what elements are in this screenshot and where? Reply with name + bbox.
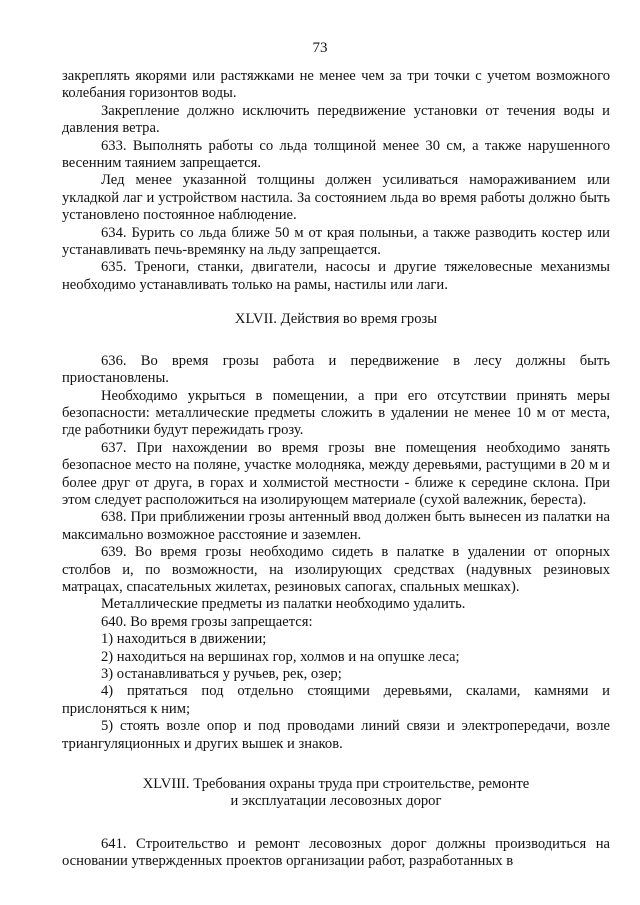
document-body xyxy=(62,68,610,871)
list-item: 4) прятаться под отдельно стоящими деревьями, скалами, камнями и прислоняться к ним; xyxy=(62,683,610,717)
section-heading-line: XLVIII. Требования охраны труда при строительстве, ремонте xyxy=(142,776,530,793)
paragraph-633: 633. Выполнять работы со льда толщиной менее 30 см, а также нарушенного весенним таянием запрещается. xyxy=(62,137,610,172)
paragraph-634: 634. Бурить со льда ближе 50 м от края полыньи, а также разводить костер или устанавливать печь-времянку на льду запрещается. xyxy=(62,224,610,259)
list-item: 3) останавливаться у ручьев, рек, озер; xyxy=(101,666,342,682)
section-heading-xlvii: XLVII. Действия во время грозы xyxy=(234,311,438,328)
paragraph: Закрепление должно исключить передвижение установки от течения воды и давления ветра. xyxy=(62,102,610,137)
paragraph-636: 636. Во время грозы работа и передвижение в лесу должны быть приостановлены. xyxy=(62,352,610,387)
list-item: 1) находиться в движении; xyxy=(101,631,267,648)
paragraph-637: 637. При нахождении во время грозы вне помещения необходимо занять безопасное место на поляне, участке молодняка, между деревьями, растущими в 20 м и более друг от друга, в горах и холмистой местности - ближе к середине склона. При этом следует расположиться на изолирующем материале (сухой валежник, береста). xyxy=(62,439,610,508)
paragraph-639: 639. Во время грозы необходимо сидеть в палатке в удалении от опорных столбов и, по возможности, на изолирующих средствах (надувных резиновых матрацах, спасательных жилетах, резиновых сапогах, спальных мешках). xyxy=(62,544,610,595)
paragraph-641: 641. Строительство и ремонт лесовозных дорог должны производиться на основании утвержденных проектов организации работ, разработанных в xyxy=(62,835,610,870)
list-item: 2) находиться на вершинах гор, холмов и на опушке леса; xyxy=(101,648,460,665)
paragraph: Необходимо укрыться в помещении, а при его отсутствии принять меры безопасности: металлические предметы сложить в удалении не менее 10 м от места, где работники будут пережидать грозу. xyxy=(62,387,610,439)
paragraph-635: 635. Треноги, станки, двигатели, насосы и другие тяжеловесные механизмы необходимо устанавливать только на рамы, настилы или лаги. xyxy=(62,259,610,293)
paragraph-continuation: закреплять якорями или растяжками не менее чем за три точки с учетом возможного колебания горизонтов воды. xyxy=(62,68,610,102)
paragraph-640: 640. Во время грозы запрещается: xyxy=(101,613,313,630)
paragraph: Металлические предметы из палатки необходимо удалить. xyxy=(101,596,466,613)
section-heading-xlviii xyxy=(62,776,610,811)
paragraph: Лед менее указанной толщины должен усиливаться намораживанием или укладкой лаг и устройством настила. За состоянием льда во время работы должно быть установлено постоянное наблюдение. xyxy=(62,172,610,224)
list-item: 5) стоять возле опор и под проводами линий связи и электропередачи, возле триангуляционных и других вышек и знаков. xyxy=(62,718,610,752)
page-number: 73 xyxy=(312,40,328,56)
paragraph-638: 638. При приближении грозы антенный ввод должен быть вынесен из палатки на максимально возможное расстояние и заземлен. xyxy=(62,509,610,543)
section-heading-line: и эксплуатации лесовозных дорог xyxy=(230,793,442,810)
